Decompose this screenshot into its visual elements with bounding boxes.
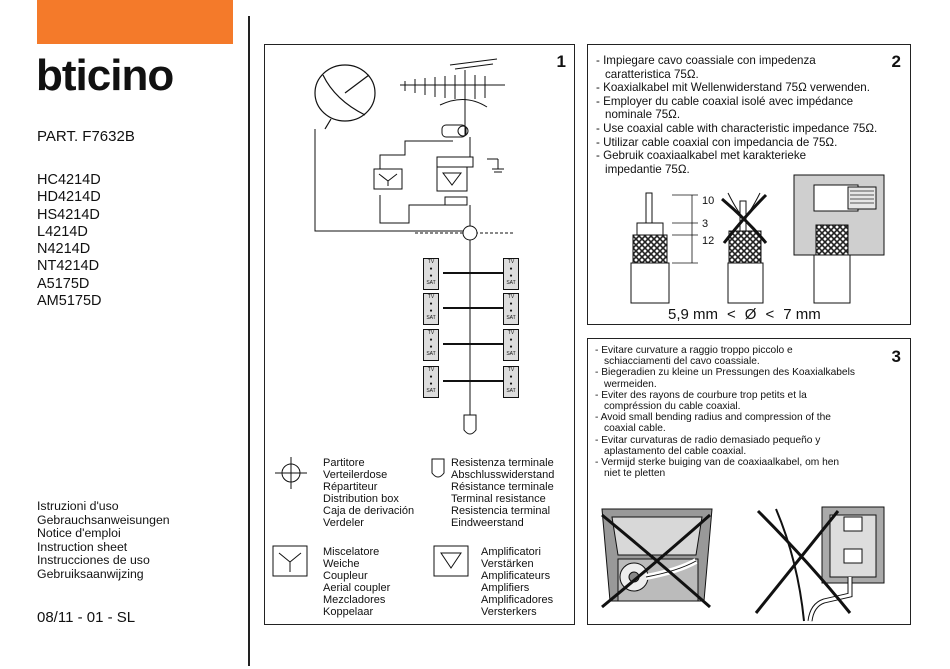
less-than-symbol: < [765,306,775,323]
dimension-lines [672,195,698,263]
diameter-max: 7 mm [783,306,821,323]
legend-text: Resistencia terminal [451,504,551,517]
model-item: HD4214D [37,189,101,206]
connector-cross-section-icon [794,175,884,303]
legend-text: Amplificadores [481,593,554,606]
text-line: aplastamento del cable coaxial. [604,445,747,457]
text-line: schiacciamenti del cavo coassiale. [604,356,760,368]
coax-cable-stripping-illustration [588,173,908,303]
text-line: coaxial cable. [604,423,666,435]
legend-text: Weiche [323,557,360,570]
text-line: compréssion du cable coaxial. [604,401,741,413]
instruction-title: Gebrauchsanweisungen [37,512,170,527]
text-line: - Biegeradien zu kleine un Pressungen des Koaxialkabels [595,367,855,379]
instruction-title: Notice d'emploi [37,526,121,541]
diameter-min: 5,9 mm [668,306,719,323]
terminal-resistance-symbol [464,415,476,434]
text-line: - Vermijd sterke buiging van de coaxiaalkabel, om hen [595,457,840,469]
strip-length-labels [702,195,714,247]
distribution-lines [443,273,510,381]
panel-installation-diagram [264,44,575,625]
outlet-tv-label: TV [507,367,515,373]
text-line: nominale 75Ω. [605,108,681,122]
text-line: - Avoid small bending radius and compression of the [595,412,831,424]
text-line: - Use coaxial cable with characteristic impedance 75Ω. [596,121,878,135]
outlet-tv-label: TV [427,330,435,336]
model-item: N4214D [37,241,91,258]
legend-text: Abschlusswiderstand [451,468,555,481]
strip-length-jacket: 10 [702,195,715,207]
instruction-title: Instrucciones de uso [37,553,150,568]
text-line: - Employer du cable coaxial isolé avec impédance [596,94,854,108]
panel-cable-preparation [587,44,911,325]
legend-text: Verteilerdose [323,468,388,481]
diameter-spec [668,306,821,323]
stripped-cable-icon [631,193,669,303]
date-code: 08/11 - 01 - SL [37,609,136,626]
instruction-title: Istruzioni d'uso [37,499,119,513]
outlet-tv-label: TV [427,367,435,373]
legend-text: Amplificateurs [481,569,551,582]
outlet-right-3: TV ● ● SAT [503,329,519,361]
text-line: - Gebruik coaxiaalkabel met karakterieke [596,149,807,163]
outlet-tv-label: TV [507,259,515,265]
outlet-sat-label: SAT [506,351,516,357]
strip-length-braid: 12 [702,235,715,247]
bending-warning-text [595,345,885,479]
outlet-sat-label: SAT [426,280,436,286]
legend-text: Verdeler [323,516,364,529]
legend-text: Aerial coupler [323,581,391,594]
legend-text: Verstärken [481,557,534,570]
outlet-tv-label: TV [507,294,515,300]
text-line: caratteristica 75Ω. [605,67,699,81]
legend-text: Mezcladores [323,593,386,606]
cable-spec-text [596,54,886,176]
brand-color-bar [37,0,233,44]
legend-text: Partitore [323,457,365,469]
legend-text: Répartiteur [323,480,378,493]
model-item: HS4214D [37,206,100,223]
installation-diagram [265,45,576,445]
legend-text: Résistance terminale [451,480,554,493]
legend-text: Coupleur [323,569,368,582]
outlet-sat-label: SAT [426,315,436,321]
legend-text: Koppelaar [323,605,374,618]
legend-text: Miscelatore [323,546,380,558]
panel-bending-warning [587,338,911,625]
splitter-symbol [415,226,515,240]
legend-amplifier [481,547,553,618]
text-line: - Evitare curvature a raggio troppo piccolo e [595,345,793,356]
wall-box-compressed-cable-icon [602,509,712,601]
amplifier-symbol [437,157,473,205]
panel-number: 2 [891,52,901,71]
legend-text: Eindweerstand [451,516,524,529]
outlet-left-3: TV ● ● SAT [423,329,439,361]
outlet-sat-label: SAT [426,388,436,394]
legend-text: Resistenza terminale [451,457,554,469]
outlet-left-2: TV ● ● SAT [423,293,439,325]
antenna-icon [400,59,505,137]
model-item: AM5175D [37,293,102,310]
outlet-tv-label: TV [427,294,435,300]
outlet-sat-label: SAT [506,315,516,321]
legend-text: Versterkers [481,605,537,618]
legend-terminal [451,458,554,529]
mixer-legend-icon [272,545,312,579]
outlet-sat-label: SAT [426,351,436,357]
outlet-right-2: TV ● ● SAT [503,293,519,325]
model-item: L4214D [37,223,88,240]
diameter-symbol: Ø [744,306,757,323]
text-line: impedantie 75Ω. [605,162,690,176]
outlet-left-4: TV ● ● SAT [423,366,439,398]
column-divider [248,16,250,666]
outlet-right-1: TV ● ● SAT [503,258,519,290]
text-line: niet te pletten [604,468,666,480]
legend-splitter [323,458,414,529]
model-item: A5175D [37,275,90,292]
model-item: HC4214D [37,172,101,188]
outlet-sat-label: SAT [506,280,516,286]
legend-text: Amplifiers [481,581,530,594]
outlet-sharp-bend-icon [776,507,884,621]
model-item: NT4214D [37,258,100,275]
text-line: - Koaxialkabel mit Wellenwiderstand 75Ω verwenden. [596,81,870,95]
outlet-tv-label: TV [427,259,435,265]
text-line: - Impiegare cavo coassiale con impedenza [596,54,816,67]
legend-text: Caja de derivación [323,504,415,517]
less-than-symbol: < [727,306,736,323]
text-line: - Evitar curvaturas de radio demasiado pequeño y [595,434,821,446]
panel-number: 3 [891,347,901,366]
bending-warning-illustration [588,501,908,621]
legend-mixer [323,547,390,618]
text-line: wermeiden. [604,378,657,390]
outlet-right-4: TV ● ● SAT [503,366,519,398]
legend-text: Distribution box [323,492,399,505]
model-list [37,172,101,310]
part-number: PART. F7632B [37,128,135,145]
terminal-resistance-legend-icon [430,457,446,483]
satellite-dish-icon [315,65,375,129]
instruction-title: Gebruiksaanwijzing [37,566,144,581]
mixer-symbol [374,169,402,189]
instruction-title-list [37,500,170,582]
panel-number: 1 [556,52,566,71]
legend-text: Amplificatori [481,546,541,558]
outlet-sat-label: SAT [506,388,516,394]
outlet-left-1: TV ● ● SAT [423,258,439,290]
instruction-title: Instruction sheet [37,539,128,554]
brand-logo: bticino [36,51,174,100]
text-line: - Eviter des rayons de courbure trop petits et la [595,389,807,401]
text-line: - Utilizar cable coaxial con impedancia de 75Ω. [596,135,838,149]
strip-length-dielectric: 3 [702,218,709,230]
legend-text: Terminal resistance [451,492,546,505]
amplifier-legend-icon [433,545,473,579]
outlet-tv-label: TV [507,330,515,336]
splitter-legend-icon [271,457,311,497]
